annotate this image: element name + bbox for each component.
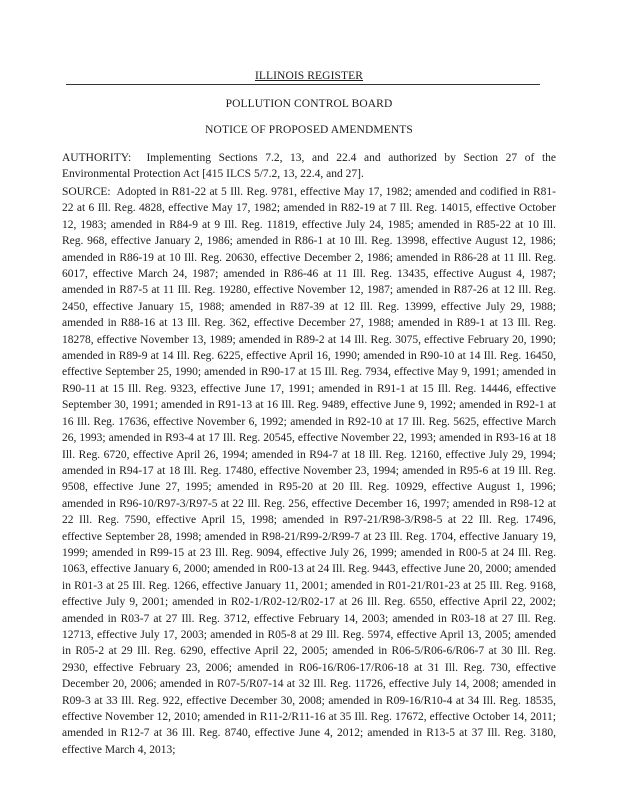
authority-paragraph (62, 150, 556, 183)
header-rule (66, 84, 540, 85)
source-paragraph (62, 184, 556, 758)
authority-text: Implementing Sections 7.2, 13, and 22.4 and authorized by Section 27 of the Environmental Protection Act [415 ILCS 5/7.2, 13, 22.4, and 27]. (62, 152, 556, 181)
authority-label: AUTHORITY: (62, 152, 132, 164)
notice-title: NOTICE OF PROPOSED AMENDMENTS (205, 124, 413, 136)
source-text: Adopted in R81-22 at 5 Ill. Reg. 9781, effective May 17, 1982; amended and codified in R81-22 at 6 Ill. Reg. 4828, effective May 17, 1982; amended in R82-19 at 7 Ill. Reg. 14015, effective October 12, 1983; amended in R84-9 at 9 Ill. Reg. 11819, effective July 24, 1985; amended in R85-22 at 10 Ill. Reg. 968, effective January 2, 1986; amended in R86-1 at 10 Ill. Reg. 13998, effective August 12, 1986; amended in R86-19 at 10 Ill. Reg. 20630, effective December 2, 1986; amended in R86-28 at 11 Ill. Reg. 6017, effective March 24, 1987; amended in R86-46 at 11 Ill. Reg. 13435, effective August 4, 1987; amended in R87-5 at 11 Ill. Reg. 19280, effective November 12, 1987; amended in R87-26 at 12 Ill. Reg. 2450, effective January 15, 1988; amended in R87-39 at 12 Ill. Reg. 13999, effective July 29, 1988; amended in R88-16 at 13 Ill. Reg. 362, effective December 27, 1988; amended in R89-1 at 13 Ill. Reg. 18278, effective November 13, 1989; amended in R89-2 at 14 Ill. Reg. 3075, effective February 20, 1990; amended in R89-9 at 14 Ill. Reg. 6225, effective April 16, 1990; amended in R90-10 at 14 Ill. Reg. 16450, effective September 25, 1990; amended in R90-17 at 15 Ill. Reg. 7934, effective May 9, 1991; amended in R90-11 at 15 Ill. Reg. 9323, effective June 17, 1991; amended in R91-1 at 15 Ill. Reg. 14446, effective September 30, 1991; amended in R91-13 at 16 Ill. Reg. 9489, effective June 9, 1992; amended in R92-1 at 16 Ill. Reg. 17636, effective November 6, 1992; amended in R92-10 at 17 Ill. Reg. 5625, effective March 26, 1993; amended in R93-4 at 17 Ill. Reg. 20545, effective November 22, 1993; amended in R93-16 at 18 Ill. Reg. 6720, effective April 26, 1994; amended in R94-7 at 18 Ill. Reg. 12160, effective July 29, 1994; amended in R94-17 at 18 Ill. Reg. 17480, effective November 23, 1994; amended in R95-6 at 19 Ill. Reg. 9508, effective June 27, 1995; amended in R95-20 at 20 Ill. Reg. 10929, effective August 1, 1996; amended in R96-10/R97-3/R97-5 at 22 Ill. Reg. 256, effective December 16, 1997; amended in R98-12 at 22 Ill. Reg. 7590, effective April 15, 1998; amended in R97-21/R98-3/R98-5 at 22 Ill. Reg. 17496, effective September 28, 1998; amended in R98-21/R99-2/R99-7 at 23 Ill. Reg. 1704, effective January 19, 1999; amended in R99-15 at 23 Ill. Reg. 9094, effective July 26, 1999; amended in R00-5 at 24 Ill. Reg. 1063, effective January 6, 2000; amended in R00-13 at 24 Ill. Reg. 9443, effective June 20, 2000; amended in R01-3 at 25 Ill. Reg. 1266, effective January 11, 2001; amended in R01-21/R01-23 at 25 Ill. Reg. 9168, effective July 9, 2001; amended in R02-1/R02-12/R02-17 at 26 Ill. Reg. 6550, effective April 22, 2002; amended in R03-7 at 27 Ill. Reg. 3712, effective February 14, 2003; amended in R03-18 at 27 Ill. Reg. 12713, effective July 17, 2003; amended in R05-8 at 29 Ill. Reg. 5974, effective April 13, 2005; amended in R05-2 at 29 Ill. Reg. 6290, effective April 22, 2005; amended in R06-5/R06-6/R06-7 at 30 Ill. Reg. 2930, effective February 23, 2006; amended in R06-16/R06-17/R06-18 at 31 Ill. Reg. 730, effective December 20, 2006; amended in R07-5/R07-14 at 32 Ill. Reg. 11726, effective July 14, 2008; amended in R09-3 at 33 Ill. Reg. 922, effective December 30, 2008; amended in R09-16/R10-4 at 34 Ill. Reg. 18535, effective November 12, 2010; amended in R11-2/R11-16 at 35 Ill. Reg. 17672, effective October 14, 2011; amended in R12-7 at 36 Ill. Reg. 8740, effective June 4, 2012; amended in R13-5 at 37 Ill. Reg. 3180, effective March 4, 2013; (62, 186, 556, 756)
register-title: ILLINOIS REGISTER (254, 70, 364, 82)
source-label: SOURCE: (62, 186, 111, 198)
board-title: POLLUTION CONTROL BOARD (225, 98, 393, 110)
